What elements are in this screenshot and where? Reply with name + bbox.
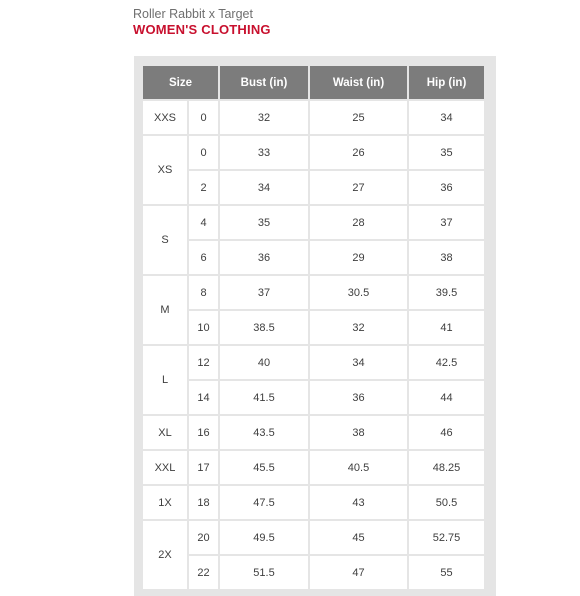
- hip-cell: 42.5: [409, 346, 484, 379]
- table-row: [143, 206, 484, 239]
- waist-cell: 43: [310, 486, 407, 519]
- bust-cell: 49.5: [220, 521, 308, 554]
- waist-cell: 27: [310, 171, 407, 204]
- waist-cell: 47: [310, 556, 407, 589]
- hip-cell: 41: [409, 311, 484, 344]
- waist-cell: 28: [310, 206, 407, 239]
- bust-cell: 47.5: [220, 486, 308, 519]
- bust-cell: 33: [220, 136, 308, 169]
- waist-cell: 40.5: [310, 451, 407, 484]
- waist-cell: 29: [310, 241, 407, 274]
- size-number-cell: 0: [189, 136, 218, 169]
- table-row: [143, 101, 484, 134]
- size-number-cell: 17: [189, 451, 218, 484]
- hip-cell: 37: [409, 206, 484, 239]
- table-row: [143, 416, 484, 449]
- bust-cell: 36: [220, 241, 308, 274]
- size-label-cell: XS: [143, 136, 187, 204]
- table-row: [143, 451, 484, 484]
- hip-cell: 44: [409, 381, 484, 414]
- hip-cell: 39.5: [409, 276, 484, 309]
- size-number-cell: 18: [189, 486, 218, 519]
- size-number-cell: 20: [189, 521, 218, 554]
- size-number-cell: 8: [189, 276, 218, 309]
- size-label-cell: XL: [143, 416, 187, 449]
- table-row: [143, 171, 484, 204]
- hip-cell: 46: [409, 416, 484, 449]
- hip-cell: 38: [409, 241, 484, 274]
- page-title: WOMEN'S CLOTHING: [133, 22, 271, 37]
- table-row: [143, 241, 484, 274]
- header-row: [143, 66, 484, 99]
- hip-cell: 35: [409, 136, 484, 169]
- hip-cell: 50.5: [409, 486, 484, 519]
- bust-cell: 51.5: [220, 556, 308, 589]
- bust-cell: 45.5: [220, 451, 308, 484]
- bust-cell: 32: [220, 101, 308, 134]
- table-row: [143, 136, 484, 169]
- bust-cell: 41.5: [220, 381, 308, 414]
- hip-cell: 52.75: [409, 521, 484, 554]
- size-number-cell: 14: [189, 381, 218, 414]
- waist-cell: 38: [310, 416, 407, 449]
- header-hip: Hip (in): [409, 66, 484, 99]
- table-row: [143, 521, 484, 554]
- brand-subtitle: Roller Rabbit x Target: [133, 7, 253, 21]
- size-number-cell: 2: [189, 171, 218, 204]
- header-bust: Bust (in): [220, 66, 308, 99]
- hip-cell: 55: [409, 556, 484, 589]
- size-number-cell: 6: [189, 241, 218, 274]
- size-number-cell: 0: [189, 101, 218, 134]
- bust-cell: 35: [220, 206, 308, 239]
- size-label-cell: XXL: [143, 451, 187, 484]
- bust-cell: 38.5: [220, 311, 308, 344]
- table-row: [143, 346, 484, 379]
- bust-cell: 37: [220, 276, 308, 309]
- hip-cell: 48.25: [409, 451, 484, 484]
- size-number-cell: 4: [189, 206, 218, 239]
- size-label-cell: XXS: [143, 101, 187, 134]
- header-size: Size: [143, 66, 218, 99]
- bust-cell: 43.5: [220, 416, 308, 449]
- waist-cell: 25: [310, 101, 407, 134]
- size-table-body: [143, 101, 484, 589]
- waist-cell: 26: [310, 136, 407, 169]
- hip-cell: 36: [409, 171, 484, 204]
- size-label-cell: 2X: [143, 521, 187, 589]
- hip-cell: 34: [409, 101, 484, 134]
- table-row: [143, 311, 484, 344]
- waist-cell: 36: [310, 381, 407, 414]
- size-label-cell: S: [143, 206, 187, 274]
- size-label-cell: 1X: [143, 486, 187, 519]
- size-chart-table: [141, 64, 486, 591]
- size-label-cell: M: [143, 276, 187, 344]
- table-row: [143, 276, 484, 309]
- size-number-cell: 10: [189, 311, 218, 344]
- table-row: [143, 381, 484, 414]
- waist-cell: 45: [310, 521, 407, 554]
- size-label-cell: L: [143, 346, 187, 414]
- bust-cell: 40: [220, 346, 308, 379]
- table-row: [143, 556, 484, 589]
- waist-cell: 32: [310, 311, 407, 344]
- waist-cell: 34: [310, 346, 407, 379]
- size-number-cell: 12: [189, 346, 218, 379]
- header-waist: Waist (in): [310, 66, 407, 99]
- bust-cell: 34: [220, 171, 308, 204]
- table-row: [143, 486, 484, 519]
- size-number-cell: 22: [189, 556, 218, 589]
- size-number-cell: 16: [189, 416, 218, 449]
- waist-cell: 30.5: [310, 276, 407, 309]
